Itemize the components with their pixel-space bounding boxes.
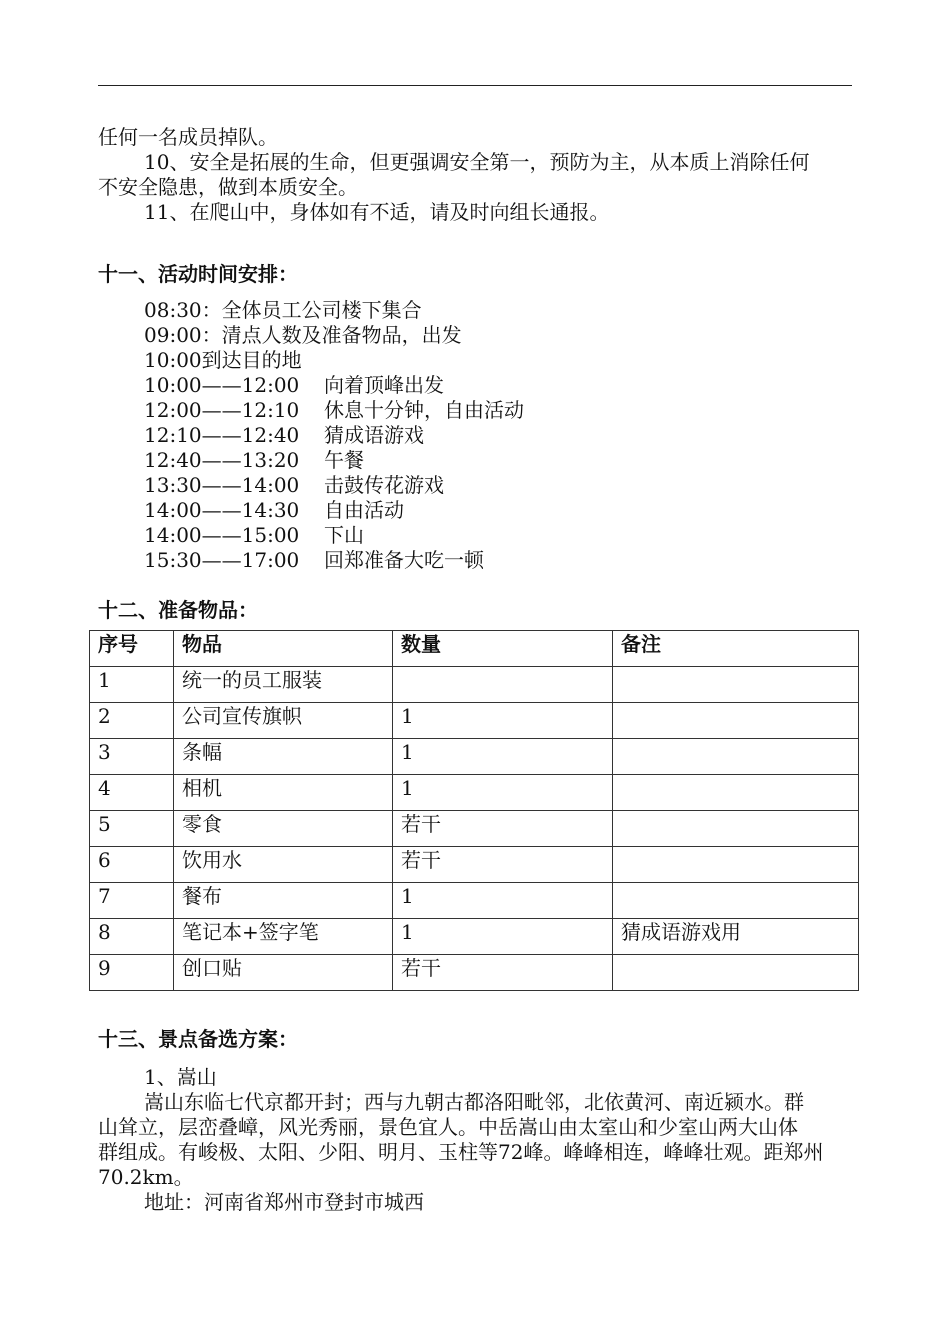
- cell-item: 餐布: [174, 883, 393, 919]
- schedule-row: [144, 348, 302, 373]
- cell-quantity: [393, 667, 613, 703]
- spot-description-line-3: 群组成。有峻极、太阳、少阳、明月、玉柱等72峰。峰峰相连，峰峰壮观。距郑州: [98, 1140, 824, 1164]
- schedule-time: 14:00——15:00: [144, 523, 300, 547]
- cell-index: 4: [90, 775, 174, 811]
- col-header-quantity: 数量: [393, 631, 613, 667]
- cell-quantity: 若干: [393, 955, 613, 991]
- schedule-time: 13:30——14:00: [144, 473, 300, 497]
- cell-index: 2: [90, 703, 174, 739]
- schedule-activity: 击鼓传花游戏: [324, 473, 444, 497]
- schedule-activity: 自由活动: [324, 498, 404, 522]
- schedule-row: [144, 373, 444, 398]
- table-header-row: [90, 631, 859, 667]
- supplies-table-body: [90, 667, 859, 991]
- cell-item: 公司宣传旗帜: [174, 703, 393, 739]
- schedule-activity: 回郑准备大吃一顿: [324, 548, 484, 572]
- cell-quantity: 1: [393, 883, 613, 919]
- cell-index: 3: [90, 739, 174, 775]
- schedule-activity: 休息十分钟，自由活动: [324, 398, 524, 422]
- table-row: [90, 811, 859, 847]
- table-row: [90, 883, 859, 919]
- cell-item: 条幅: [174, 739, 393, 775]
- table-row: [90, 703, 859, 739]
- schedule-time: 10:00——12:00: [144, 373, 300, 397]
- cell-quantity: 1: [393, 739, 613, 775]
- rules-tail-line: 任何一名成员掉队。: [98, 125, 278, 149]
- cell-index: 5: [90, 811, 174, 847]
- schedule-time: 08:30：全体员工公司楼下集合: [144, 298, 422, 322]
- schedule-time: 10:00到达目的地: [144, 348, 302, 372]
- cell-note: [613, 811, 859, 847]
- cell-index: 7: [90, 883, 174, 919]
- cell-quantity: 若干: [393, 847, 613, 883]
- col-header-index: 序号: [90, 631, 174, 667]
- table-row: [90, 667, 859, 703]
- rule-item-11: 11、在爬山中，身体如有不适，请及时向组长通报。: [144, 200, 610, 224]
- schedule-time: 14:00——14:30: [144, 498, 300, 522]
- cell-quantity: 1: [393, 703, 613, 739]
- rule-item-10-cont: 不安全隐患，做到本质安全。: [98, 175, 358, 199]
- cell-item: 创口贴: [174, 955, 393, 991]
- section-heading-spots: 十三、景点备选方案：: [98, 1027, 298, 1051]
- schedule-time: 12:10——12:40: [144, 423, 300, 447]
- cell-note: [613, 667, 859, 703]
- cell-note: [613, 703, 859, 739]
- cell-note: [613, 739, 859, 775]
- table-row: [90, 775, 859, 811]
- spot-description-line-2: 山耸立，层峦叠嶂，风光秀丽，景色宜人。中岳嵩山由太室山和少室山两大山体: [98, 1115, 798, 1139]
- schedule-row: [144, 423, 424, 448]
- table-row: [90, 739, 859, 775]
- section-heading-schedule: 十一、活动时间安排：: [98, 262, 298, 286]
- schedule-activity: 下山: [324, 523, 364, 547]
- cell-item: 零食: [174, 811, 393, 847]
- schedule-time: 12:40——13:20: [144, 448, 300, 472]
- schedule-activity: 猜成语游戏: [324, 423, 424, 447]
- col-header-note: 备注: [613, 631, 859, 667]
- schedule-activity: 向着顶峰出发: [324, 373, 444, 397]
- spot-address: 地址：河南省郑州市登封市城西: [144, 1190, 424, 1214]
- schedule-row: [144, 498, 404, 523]
- header-rule: [98, 85, 852, 86]
- schedule-time: 12:00——12:10: [144, 398, 300, 422]
- schedule-row: [144, 523, 364, 548]
- table-row: [90, 919, 859, 955]
- schedule-row: [144, 323, 462, 348]
- table-row: [90, 955, 859, 991]
- cell-index: 8: [90, 919, 174, 955]
- cell-note: [613, 955, 859, 991]
- rule-item-10: 10、安全是拓展的生命，但更强调安全第一，预防为主，从本质上消除任何: [144, 150, 810, 174]
- spot-title: 1、嵩山: [144, 1065, 217, 1089]
- cell-note: 猜成语游戏用: [613, 919, 859, 955]
- cell-item: 笔记本+签字笔: [174, 919, 393, 955]
- cell-quantity: 1: [393, 775, 613, 811]
- cell-quantity: 1: [393, 919, 613, 955]
- supplies-table: [89, 630, 859, 991]
- cell-note: [613, 847, 859, 883]
- table-row: [90, 847, 859, 883]
- cell-index: 9: [90, 955, 174, 991]
- cell-quantity: 若干: [393, 811, 613, 847]
- cell-note: [613, 775, 859, 811]
- col-header-item: 物品: [174, 631, 393, 667]
- schedule-row: [144, 548, 484, 573]
- spot-description-line-4: 70.2km。: [98, 1165, 194, 1189]
- schedule-time: 15:30——17:00: [144, 548, 300, 572]
- cell-item: 饮用水: [174, 847, 393, 883]
- schedule-row: [144, 473, 444, 498]
- schedule-row: [144, 398, 524, 423]
- cell-index: 6: [90, 847, 174, 883]
- cell-index: 1: [90, 667, 174, 703]
- schedule-activity: 午餐: [324, 448, 364, 472]
- schedule-row: [144, 448, 364, 473]
- section-heading-supplies: 十二、准备物品：: [98, 598, 258, 622]
- schedule-time: 09:00：清点人数及准备物品，出发: [144, 323, 462, 347]
- schedule-row: [144, 298, 422, 323]
- cell-item: 相机: [174, 775, 393, 811]
- cell-note: [613, 883, 859, 919]
- cell-item: 统一的员工服装: [174, 667, 393, 703]
- spot-description-line-1: 嵩山东临七代京都开封；西与九朝古都洛阳毗邻，北依黄河、南近颍水。群: [144, 1090, 804, 1114]
